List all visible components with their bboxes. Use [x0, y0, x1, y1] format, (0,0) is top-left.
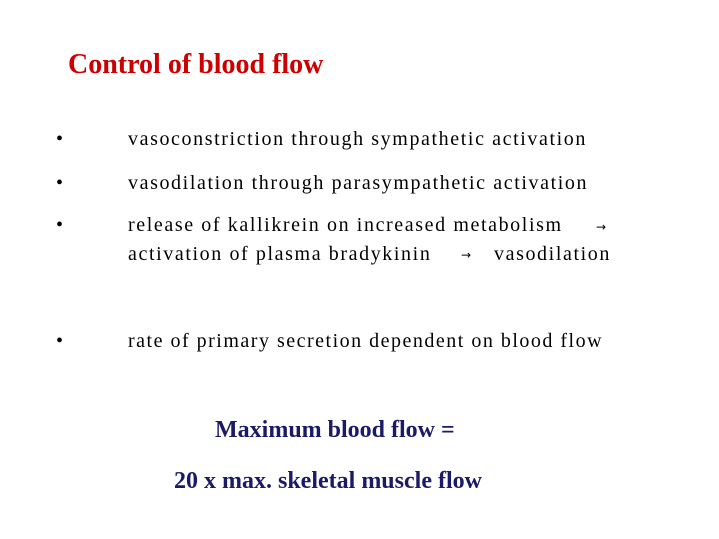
bullet-text-vasoconstriction: vasoconstriction through sympathetic activation	[128, 128, 587, 150]
bullet-text-kallikrein: release of kallikrein on increased metabolism	[128, 214, 563, 236]
bullet-text-bradykinin: activation of plasma bradykinin	[128, 243, 432, 265]
arrow-right-icon: →	[596, 220, 607, 234]
bullet-marker: •	[56, 214, 64, 236]
summary-line-2: 20 x max. skeletal muscle flow	[174, 468, 482, 494]
bullet-text-primary-secretion: rate of primary secretion dependent on blood flow	[128, 330, 604, 352]
bullet-marker: •	[56, 172, 64, 194]
arrow-right-icon: →	[461, 248, 472, 262]
summary-line-1: Maximum blood flow =	[215, 417, 455, 443]
bullet-marker: •	[56, 128, 64, 150]
slide-title: Control of blood flow	[68, 49, 324, 80]
bullet-text-vasodilation: vasodilation through parasympathetic activation	[128, 172, 589, 194]
bullet-marker: •	[56, 330, 64, 352]
bullet-text-vasodilation-result: vasodilation	[494, 243, 611, 265]
